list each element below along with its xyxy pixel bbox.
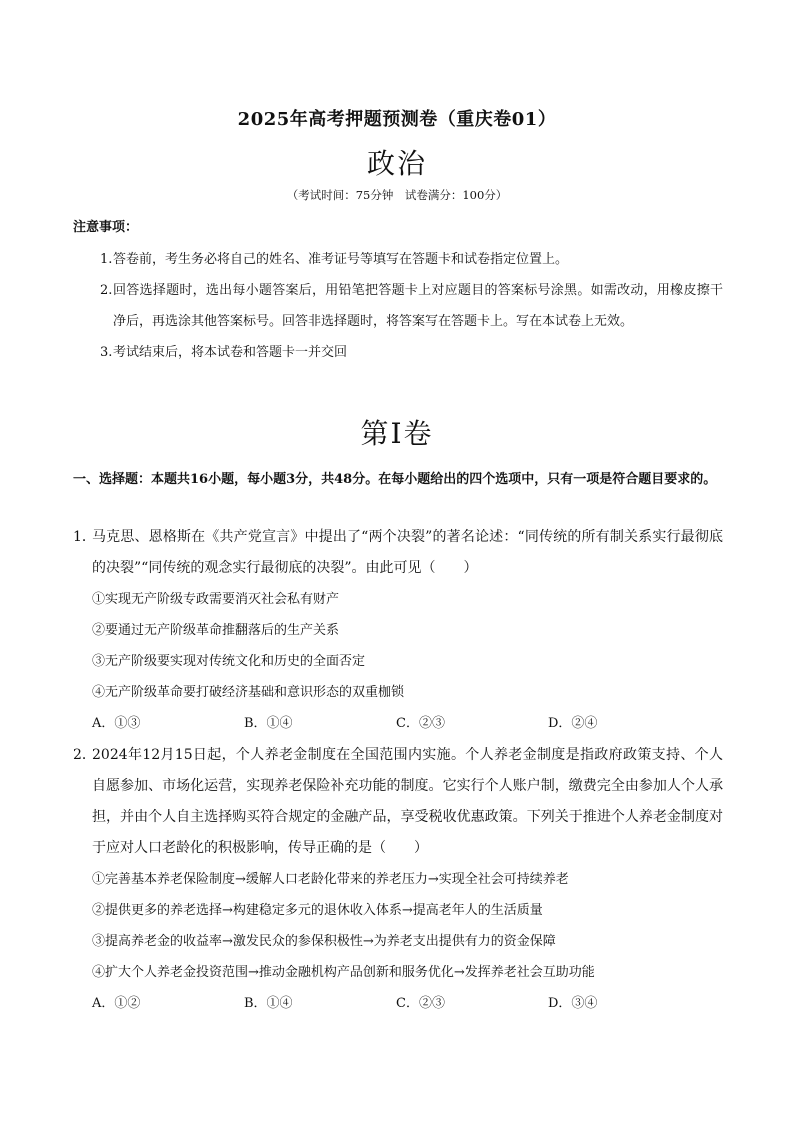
answer-choice-d: D．②④ (548, 716, 598, 731)
question-option: ①实现无产阶级专政需要消灭社会私有财产 (92, 592, 340, 607)
question-stem-text: 2024年12月15日起，个人养老金制度在全国范围内实施。个人养老金制度是指政府政策支持、个人自愿参加、市场化运营，实现养老保险补充功能的制度。它实行个人账户制，缴费完全由参加人个人承担，并由个人自主选择购买符合规定的金融产品，享受税收优惠政策。下列关于推进个人养老金制度对于应对人口老龄化的积极影响，传导正确的是（ ） (92, 747, 723, 856)
question-option: ③无产阶级要实现对传统文化和历史的全面否定 (92, 654, 366, 669)
subject-title: 政治 (366, 147, 427, 180)
question-1 (73, 522, 723, 739)
question-option: ②提供更多的养老选择→构建稳定多元的退休收入体系→提高老年人的生活质量 (92, 903, 543, 918)
notice-list (73, 244, 723, 368)
answer-choice-c: C．②③ (396, 716, 445, 731)
question-option: ①完善基本养老保险制度→缓解人口老龄化带来的养老压力→实现全社会可持续养老 (92, 872, 569, 887)
answer-choice-a: A．①② (92, 996, 141, 1011)
answer-choice-d: D．③④ (548, 996, 598, 1011)
question-stem (73, 522, 723, 584)
notice-item (73, 337, 723, 368)
question-option: ②要通过无产阶级革命推翻落后的生产关系 (92, 623, 340, 638)
question-option: ④扩大个人养老金投资范围→推动金融机构产品创新和服务优化→发挥养老社会互助功能 (92, 965, 595, 980)
question-stem (73, 740, 723, 864)
notice-item-number: 2. (100, 283, 113, 298)
section-title: 第Ⅰ卷 (360, 417, 434, 450)
answer-choices (73, 988, 723, 1019)
question-number: 1． (73, 529, 96, 545)
notice-item-text: 回答选择题时，选出每小题答案后，用铅笔把答题卡上对应题目的答案标号涂黑。如需改动，用橡皮擦干净后，再选涂其他答案标号。回答非选择题时，将答案写在答题卡上。写在本试卷上无效。 (113, 283, 723, 329)
question-option: ③提高养老金的收益率→激发民众的参保积极性→为养老支出提供有力的资金保障 (92, 934, 556, 949)
notice-item-number: 3. (100, 345, 113, 360)
answer-choice-b: B．①④ (244, 996, 293, 1011)
notice-item-number: 1. (100, 252, 113, 267)
question-number: 2． (73, 747, 96, 763)
notice-item (73, 275, 723, 337)
notice-heading: 注意事项： (73, 220, 139, 235)
question-2 (73, 740, 723, 1019)
question-option: ④无产阶级革命要打破经济基础和意识形态的双重枷锁 (92, 685, 405, 700)
part-heading: 一、选择题：本题共16小题，每小题3分，共48分。在每小题给出的四个选项中，只有一项是符合题目要求的。 (73, 472, 717, 487)
question-stem-text: 马克思、恩格斯在《共产党宣言》中提出了“两个决裂”的著名论述：“同传统的所有制关系实行最彻底的决裂”“同传统的观念实行最彻底的决裂”。由此可见（ ） (92, 529, 723, 576)
answer-choices (73, 708, 723, 739)
notice-item (73, 244, 723, 275)
notice-item-text: 考试结束后，将本试卷和答题卡一并交回 (113, 345, 348, 360)
answer-choice-c: C．②③ (396, 996, 445, 1011)
answer-choice-a: A．①③ (92, 716, 141, 731)
exam-title: 2025年高考押题预测卷（重庆卷01） (237, 109, 557, 130)
answer-choice-b: B．①④ (244, 716, 293, 731)
notice-item-text: 答卷前，考生务必将自己的姓名、准考证号等填写在答题卡和试卷指定位置上。 (113, 252, 569, 267)
exam-info: （考试时间：75分钟 试卷满分：100分） (286, 188, 508, 202)
